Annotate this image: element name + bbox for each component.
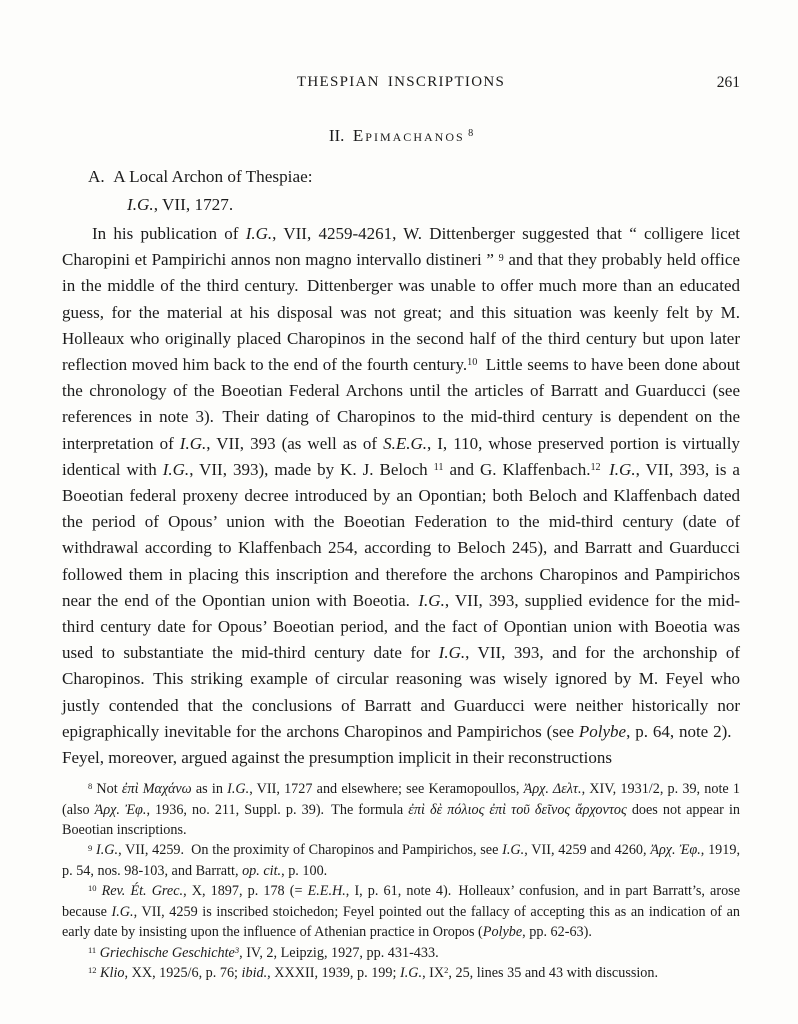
- footnote-8: $^8$ Not ἐπὶ Μαχάνω as in I.G., VII, 1727 and elsewhere; see Keramopoullos, Ἀρχ. Δελτ., XIV, 1931/2, p. 39, note 1 (also Ἀρχ. Ἐφ., 1936, no. 211, Suppl. p. 39). The formula ἐπὶ δὲ πόλιος ἐπὶ τοῦ δεῖνος ἄρχοντος does not appear in Boeotian inscriptions.: [62, 781, 740, 839]
- running-head: THESPIAN INSCRIPTIONS: [296, 74, 506, 90]
- section-heading: II. Epimachanos $^8$: [328, 126, 474, 145]
- page-number: 261: [716, 74, 740, 91]
- footnote-10: $^{10}$ Rev. Ét. Grec., X, 1897, p. 178 (= E.E.H., I, p. 61, note 4). Holleaux’ confusion, and in part Barratt’s, arose because I.G., VII, 4259 is inscribed stoichedon; Feyel pointed out the fallacy of accepting this as an indication of an early date by insisting upon the influence of Athenian practice in Oropos (Polybe, pp. 62-63).: [62, 883, 740, 941]
- footnote-9: $^9$ I.G., VII, 4259. On the proximity of Charopinos and Pampirichos, see I.G., VII, 4259 and 4260, Ἀρχ. Ἐφ., 1919, p. 54, nos. 98-103, and Barratt, op. cit., p. 100.: [62, 842, 741, 879]
- subsection-reference: I.G., VII, 1727.: [127, 195, 234, 214]
- body-paragraph: In his publication of I.G., VII, 4259-4261, W. Dittenberger suggested that “ colligere licet Charopini et Pampirichi annos non magno intervallo distineri ” $^9$ and that they probably held office in the middle of the third century. Dittenberger was unable to offer much more than an educated guess, for the material at his disposal was not great; and this situation was keenly felt by M. Holleaux who originally placed Charopinos in the second half of the third century but upon later reflection moved him back to the end of the fourth century.$^{10}$ Little seems to have been done about the chronology of the Boeotian Federal Archons until the articles of Barratt and Guarducci (see references in note 3). Their dating of Charopinos to the mid-third century is dependent on the interpretation of I.G., VII, 393 (as well as of S.E.G., I, 110, whose preserved portion is virtually identical with I.G., VII, 393), made by K. J. Beloch $^{11}$ and G. Klaffenbach.$^{12}$ I.G., VII, 393, is a Boeotian federal proxeny decree introduced by an Opontian; both Beloch and Klaffenbach dated the period of Opous’ union with the Boeotian Federation to the mid-third century (date of withdrawal according to Klaffenbach 254, according to Beloch 245), and Barratt and Guarducci followed them in placing this inscription and therefore the archons Charopinos and Pampirichos near the end of the Opontian union with Boeotia. I.G., VII, 393, supplied evidence for the mid-third century date for Opous’ Boeotian period, and the fact of Opontian union with Boeotia was used to substantiate the mid-third century date for I.G., VII, 393, and for the archonship of Charopinos. This striking example of circular reasoning was wisely ignored by M. Feyel who justly contended that the conclusions of Barratt and Guarducci were neither historically nor epigraphically inevitable for the archons Charopinos and Pampirichos (see Polybe, p. 64, note 2). Feyel, moreover, argued against the presumption implicit in their reconstructions: [62, 224, 740, 768]
- subsection-title: A. A Local Archon of Thespiae:: [88, 167, 313, 186]
- footnote-11: $^{11}$ Griechische Geschichte$^3$, IV, 2, Leipzig, 1927, pp. 431-433.: [88, 944, 439, 961]
- footnotes-section: [62, 779, 740, 983]
- footnote-12: $^{12}$ Klio, XX, 1925/6, p. 76; ibid., XXXII, 1939, p. 199; I.G., $IX^2$, 25, lines 35 and 43 with discussion.: [88, 964, 659, 981]
- page-header: [62, 74, 740, 93]
